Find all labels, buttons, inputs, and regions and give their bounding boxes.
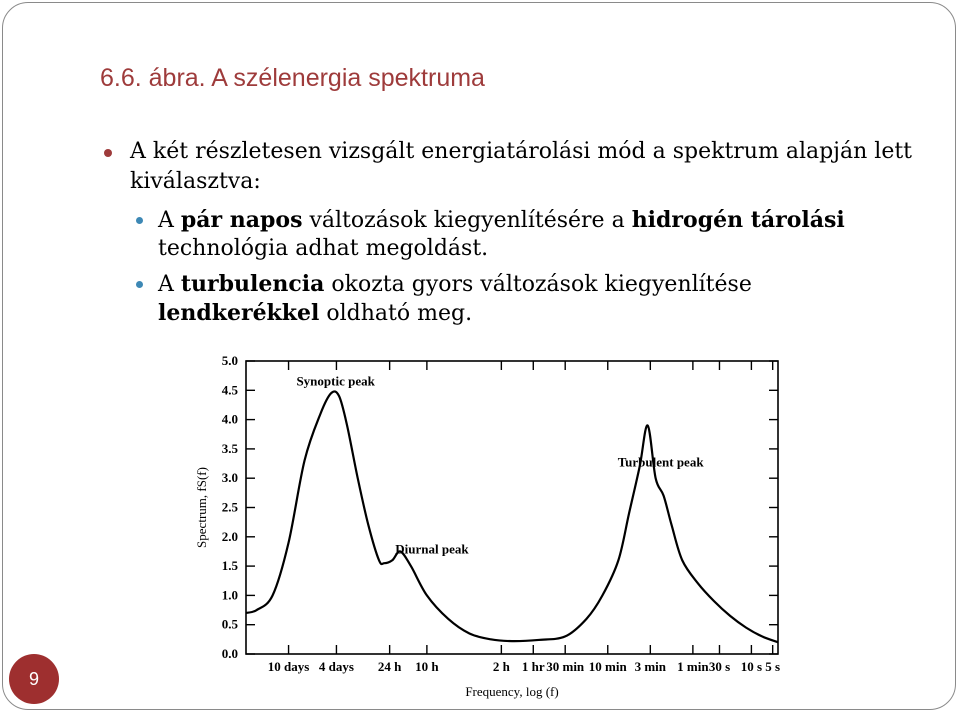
x-tick-label: 30 s: [708, 659, 731, 674]
annotation-label: Turbulent peak: [617, 454, 704, 470]
wind-spectrum-chart: [190, 345, 790, 700]
y-tick-label: 0.0: [221, 646, 238, 661]
sub-bullet-hydrogen: A pár napos változások kiegyenlítésére a hidrogén tárolási technológia adhat megoldást.: [158, 206, 918, 263]
x-tick-label: 30 min: [546, 659, 585, 674]
emphasis-text: hidrogén tárolási: [631, 207, 845, 233]
emphasis-text: turbulencia: [180, 271, 325, 297]
annotations: [296, 373, 704, 556]
slide-title: 6.6. ábra. A szélenergia spektruma: [100, 64, 485, 92]
spectrum-line: [246, 391, 778, 642]
x-tick-label: 10 s: [740, 659, 763, 674]
x-tick-label: 10 min: [588, 659, 627, 674]
y-axis-label: Spectrum, fS(f): [194, 467, 209, 548]
x-tick-label: 2 h: [492, 659, 510, 674]
emphasis-text: lendkerékkel: [158, 300, 320, 326]
y-tick-label: 1.5: [221, 558, 238, 574]
y-tick-label: 3.5: [221, 440, 238, 456]
sub-bullet-dot: [136, 281, 143, 288]
y-axis: [222, 353, 778, 661]
y-tick-label: 2.5: [221, 499, 238, 515]
emphasis-text: pár napos: [180, 207, 303, 233]
y-tick-label: 1.0: [221, 587, 238, 603]
x-axis: [268, 361, 780, 674]
x-tick-label: 24 h: [377, 659, 402, 674]
bullet-main: [130, 137, 930, 197]
x-tick-label: 5 s: [765, 659, 781, 674]
y-tick-label: 4.5: [221, 382, 238, 398]
y-tick-label: 4.0: [221, 411, 238, 427]
x-tick-label: 10 h: [415, 659, 439, 674]
sub-bullet-dot: [136, 217, 143, 224]
x-tick-label: 1 hr: [521, 659, 545, 674]
x-axis-label: Frequency, log (f): [465, 684, 559, 699]
x-tick-label: 10 days: [267, 659, 310, 674]
annotation-label: Synoptic peak: [296, 373, 375, 389]
annotation-label: Diurnal peak: [395, 541, 469, 557]
plot-frame: [246, 361, 778, 654]
x-tick-label: 3 min: [634, 659, 667, 674]
y-tick-label: 5.0: [221, 353, 238, 368]
y-tick-label: 2.0: [221, 528, 238, 544]
x-tick-label: 1 min: [677, 659, 709, 674]
page-number-badge: 9: [9, 654, 59, 704]
y-tick-label: 0.5: [221, 616, 238, 632]
sub-bullet-flywheel: A turbulencia okozta gyors változások kiegyenlítése lendkerékkel oldható meg.: [158, 270, 918, 328]
y-tick-label: 3.0: [221, 470, 238, 486]
bullet-dot: [104, 149, 112, 157]
bullet-main-text: A két részletesen vizsgált energiatárolási mód a spektrum alapján lett kiválasztva:: [130, 139, 913, 194]
x-tick-label: 4 days: [318, 659, 354, 674]
